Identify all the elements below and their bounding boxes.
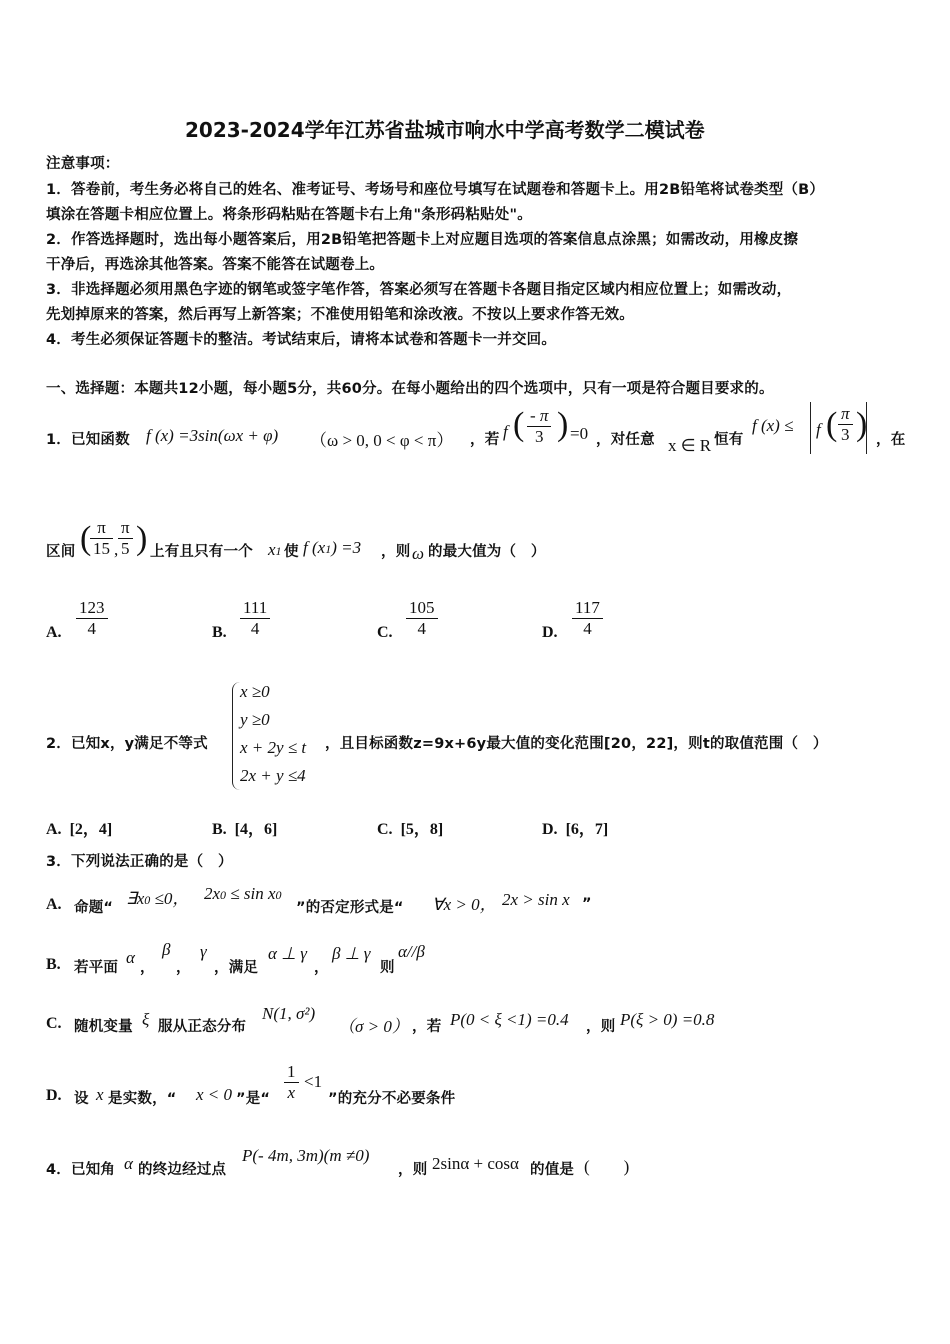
q3-a-math: 2x0 ≤ sin x0 <box>204 884 282 903</box>
q3-a-math: ∀x > 0， <box>432 895 497 914</box>
notice-line: 3．非选择题必须用黑色字迹的钢笔或签字笔作答，答案必须写在答题卡各题目指定区域内相应位置上；如需改动， <box>46 282 792 298</box>
q3-b-comma: ， <box>314 960 329 976</box>
q3-b-math: α//β <box>398 942 425 961</box>
q3-d-math: x < 0 <box>196 1085 233 1104</box>
q2-option-d: D. [6，7] <box>542 821 609 838</box>
q3-stem: 3．下列说法正确的是（ ） <box>46 854 233 870</box>
q1-fx-le: f (x) ≤ <box>752 416 794 435</box>
q1-function: f (x) =3sin(ωx + φ) <box>146 426 279 445</box>
q1-option-b-value: 111 4 <box>240 598 270 639</box>
q3-b-alpha: α <box>126 948 135 967</box>
q1-paren-left: ( <box>513 406 525 443</box>
q3-b-math: β ⊥ γ <box>332 944 371 963</box>
q3-a-text: 命题“ <box>74 900 114 916</box>
q3-option-c-label: C. <box>46 1015 62 1032</box>
q2-option-c: C. [5，8] <box>377 821 444 838</box>
q1-f: f <box>503 422 508 441</box>
q1-pi-over-3: π 3 <box>838 404 853 445</box>
q3-b-text: 若平面 <box>74 960 119 976</box>
notice-line: 先划掉原来的答案，然后再写上新答案；不准使用铅笔和涂改液。不按以上要求作答无效。 <box>46 307 634 323</box>
q1-text: 的最大值为（ ） <box>428 544 546 560</box>
q3-c-text: ，若 <box>412 1019 442 1035</box>
q1-x1: x1 <box>268 540 282 559</box>
q1-eq0: =0 <box>570 424 589 443</box>
q2-text: ，且目标函数z=9x+6y最大值的变化范围[20，22]，则t的取值范围（ ） <box>325 736 828 752</box>
q3-c-xi: ξ <box>142 1010 150 1029</box>
q1-option-c-label: C. <box>377 624 393 641</box>
q3-a-text: ”的否定形式是“ <box>296 900 404 916</box>
q1-interval-comma: , <box>114 540 119 559</box>
q1-pi-over-15: π 15 <box>90 518 113 559</box>
q3-option-d-label: D. <box>46 1087 62 1104</box>
q3-b-gamma: γ <box>200 942 207 961</box>
q1-option-a-label: A. <box>46 624 62 641</box>
q1-option-d-label: D. <box>542 624 558 641</box>
notice-line: 填涂在答题卡相应位置上。将条形码粘贴在答题卡右上角"条形码粘贴处"。 <box>46 207 532 223</box>
q1-text: 区间 <box>46 544 76 560</box>
q1-paren-right: ) <box>856 406 868 443</box>
q1-f: f <box>816 420 821 439</box>
notice-heading: 注意事项： <box>46 156 120 172</box>
q4-text: 的终边经过点 <box>138 1162 227 1178</box>
q1-interval-left: ( <box>80 520 92 557</box>
q3-a-math: ∃x0 ≤0， <box>126 889 190 908</box>
q1-text: 使 <box>284 544 299 560</box>
q1-text: 1．已知函数 <box>46 432 130 448</box>
q1-paren-left: ( <box>826 406 838 443</box>
q4-expression: 2sinα + cosα <box>432 1154 519 1173</box>
notice-line: 2．作答选择题时，选出每小题答案后，用2B铅笔把答题卡上对应题目选项的答案信息点涂黑；如需改动，用橡皮擦 <box>46 232 799 248</box>
q3-option-a-label: A. <box>46 896 62 913</box>
q1-text: 上有且只有一个 <box>150 544 253 560</box>
q1-pi-over-5: π 5 <box>118 518 133 559</box>
q1-interval-right: ) <box>136 520 148 557</box>
q2-ineq: y ≥0 <box>240 710 270 729</box>
q3-c-math: （σ > 0） <box>338 1017 409 1036</box>
q3-a-text: ” <box>582 896 592 912</box>
q4-point: P(- 4m, 3m)(m ≠0) <box>242 1146 370 1165</box>
q3-c-text: ，则 <box>586 1019 616 1035</box>
q3-b-math: α ⊥ γ <box>268 944 307 963</box>
q3-d-lt: <1 <box>304 1072 323 1091</box>
q3-d-text: ”的充分不必要条件 <box>328 1091 456 1107</box>
q1-text: ，在 <box>876 432 906 448</box>
q2-option-b: B. [4，6] <box>212 821 278 838</box>
q4-text: 的值是 <box>530 1162 575 1178</box>
abs-bar-right <box>866 402 867 454</box>
q1-x-in-r: x ∈ R <box>668 436 712 455</box>
q4-answer-paren: ( ) <box>584 1157 630 1176</box>
q4-text: ，则 <box>398 1162 428 1178</box>
q3-c-math: P(ξ > 0) =0.8 <box>620 1010 715 1029</box>
q1-text: ，则 <box>381 544 411 560</box>
notice-line: 4．考生必须保证答题卡的整洁。考试结束后，请将本试卷和答题卡一并交回。 <box>46 332 557 348</box>
q2-text: 2．已知x，y满足不等式 <box>46 736 208 752</box>
q3-d-text: 设 <box>74 1091 89 1107</box>
q1-text: 恒有 <box>714 432 744 448</box>
q3-a-math: 2x > sin x <box>502 890 570 909</box>
q1-paren-right: ) <box>557 406 569 443</box>
q3-c-math: N(1, σ²) <box>262 1004 316 1023</box>
q1-text: ，若 <box>470 432 500 448</box>
q1-condition: （ω > 0, 0 < φ < π） <box>310 431 454 450</box>
q4-text: 4．已知角 <box>46 1162 116 1178</box>
q1-fx1: f (x1) =3 <box>303 538 362 557</box>
q1-option-c-value: 105 4 <box>406 598 438 639</box>
q3-b-text: 则 <box>380 960 395 976</box>
q3-d-x: x <box>96 1085 104 1104</box>
q3-d-text: 是实数，“ <box>108 1091 177 1107</box>
q2-ineq: 2x + y ≤4 <box>240 766 306 785</box>
q2-ineq: x + 2y ≤ t <box>240 738 307 757</box>
q1-option-d-value: 117 4 <box>572 598 603 639</box>
q3-d-text: ”是“ <box>236 1091 271 1107</box>
q1-neg-pi-over-3: - π 3 <box>527 406 551 447</box>
q2-ineq: x ≥0 <box>240 682 270 701</box>
q3-b-beta: β <box>162 940 171 959</box>
q1-option-b-label: B. <box>212 624 227 641</box>
q3-option-b-label: B. <box>46 956 61 973</box>
page-title: 2023-2024学年江苏省盐城市响水中学高考数学二模试卷 <box>185 118 705 142</box>
q3-c-text: 服从正态分布 <box>158 1019 247 1035</box>
q1-text: ，对任意 <box>596 432 655 448</box>
q1-option-a-value: 123 4 <box>76 598 108 639</box>
notice-line: 1．答卷前，考生务必将自己的姓名、准考证号、考场号和座位号填写在试题卷和答题卡上。用2B铅笔将试卷类型（B） <box>46 182 825 198</box>
q4-alpha: α <box>124 1154 133 1173</box>
section-heading: 一、选择题：本题共12小题，每小题5分，共60分。在每小题给出的四个选项中，只有一项是符合题目要求的。 <box>46 381 774 397</box>
q3-c-math: P(0 < ξ <1) =0.4 <box>450 1010 569 1029</box>
q3-d-fraction: 1 x <box>284 1062 299 1103</box>
q3-b-comma: ， <box>140 960 155 976</box>
q3-b-text: ，满足 <box>214 960 259 976</box>
notice-line: 干净后，再选涂其他答案。答案不能答在试题卷上。 <box>46 257 385 273</box>
q3-b-comma: ， <box>176 960 191 976</box>
q2-option-a: A. [2，4] <box>46 821 113 838</box>
q1-omega: ω <box>412 544 425 563</box>
abs-bar-left <box>810 402 811 454</box>
q3-c-text: 随机变量 <box>74 1019 133 1035</box>
